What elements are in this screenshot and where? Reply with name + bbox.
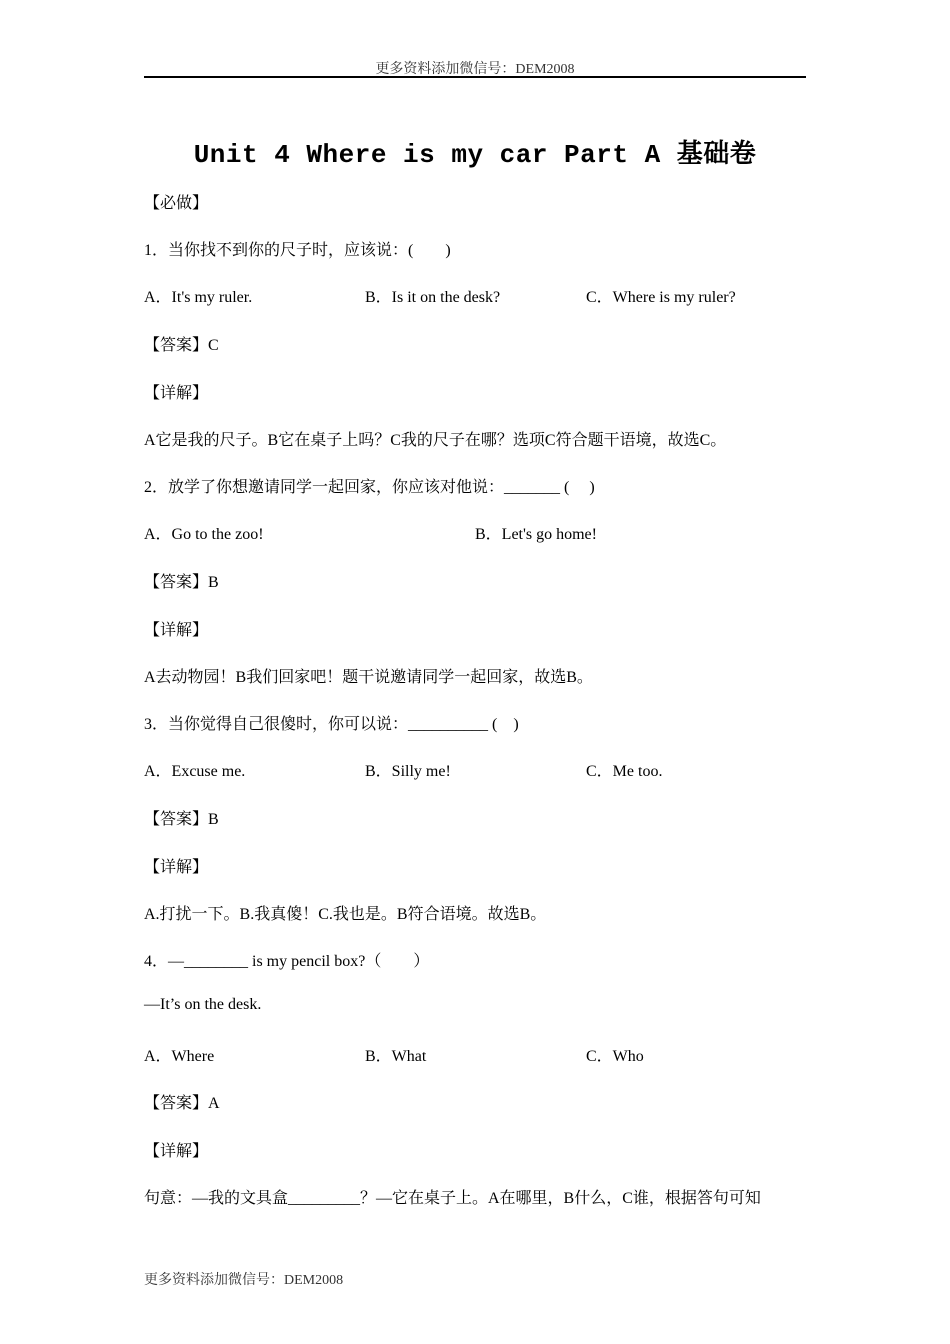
question-3-detail: A.打扰一下。B.我真傻！C.我也是。B符合语境。故选B。 [144,906,547,923]
question-4-stem-reply: —It’s on the desk. [144,996,262,1013]
question-3-option-a: A．Excuse me. [144,763,246,780]
question-3-detail-label: 【详解】 [144,859,209,876]
question-2-option-a: A．Go to the zoo! [144,526,264,543]
section-label: 【必做】 [144,195,209,212]
question-4-option-c: C．Who [586,1048,644,1065]
header-divider [144,76,806,78]
question-2-detail: A去动物园！B我们回家吧！题干说邀请同学一起回家，故选B。 [144,669,593,686]
question-2-option-b: B．Let's go home! [475,526,597,543]
question-1-option-c: C．Where is my ruler? [586,289,736,306]
question-4-option-b: B．What [365,1048,427,1065]
question-4-answer: 【答案】A [144,1095,220,1112]
question-1-option-a: A．It's my ruler. [144,289,253,306]
question-3-option-b: B．Silly me! [365,763,451,780]
question-3-answer: 【答案】B [144,811,219,828]
question-2-answer: 【答案】B [144,574,219,591]
question-4-detail: 句意：—我的文具盒_________？—它在桌子上。A在哪里，B什么，C谁，根据答句可知 [144,1190,761,1207]
question-2-stem: 2．放学了你想邀请同学一起回家，你应该对他说：_______ ( ) [144,479,595,496]
question-4-stem: 4．—________ is my pencil box?（ ） [144,953,430,970]
question-3-stem: 3．当你觉得自己很傻时，你可以说：__________ ( ) [144,716,519,733]
question-1-stem: 1．当你找不到你的尺子时，应该说：( ) [144,242,451,259]
page-footer: 更多资料添加微信号：DEM2008 [144,1273,344,1288]
question-4-detail-label: 【详解】 [144,1143,209,1160]
question-3-option-c: C．Me too. [586,763,663,780]
question-1-answer: 【答案】C [144,337,219,354]
document-title: Unit 4 Where is my car Part A 基础卷 [193,140,757,170]
question-1-detail-label: 【详解】 [144,385,209,402]
question-1-option-b: B．Is it on the desk? [365,289,501,306]
page-header: 更多资料添加微信号：DEM2008 [375,62,575,77]
question-2-detail-label: 【详解】 [144,622,209,639]
question-4-option-a: A．Where [144,1048,215,1065]
question-1-detail: A它是我的尺子。B它在桌子上吗？C我的尺子在哪？选项C符合题干语境，故选C。 [144,432,727,449]
